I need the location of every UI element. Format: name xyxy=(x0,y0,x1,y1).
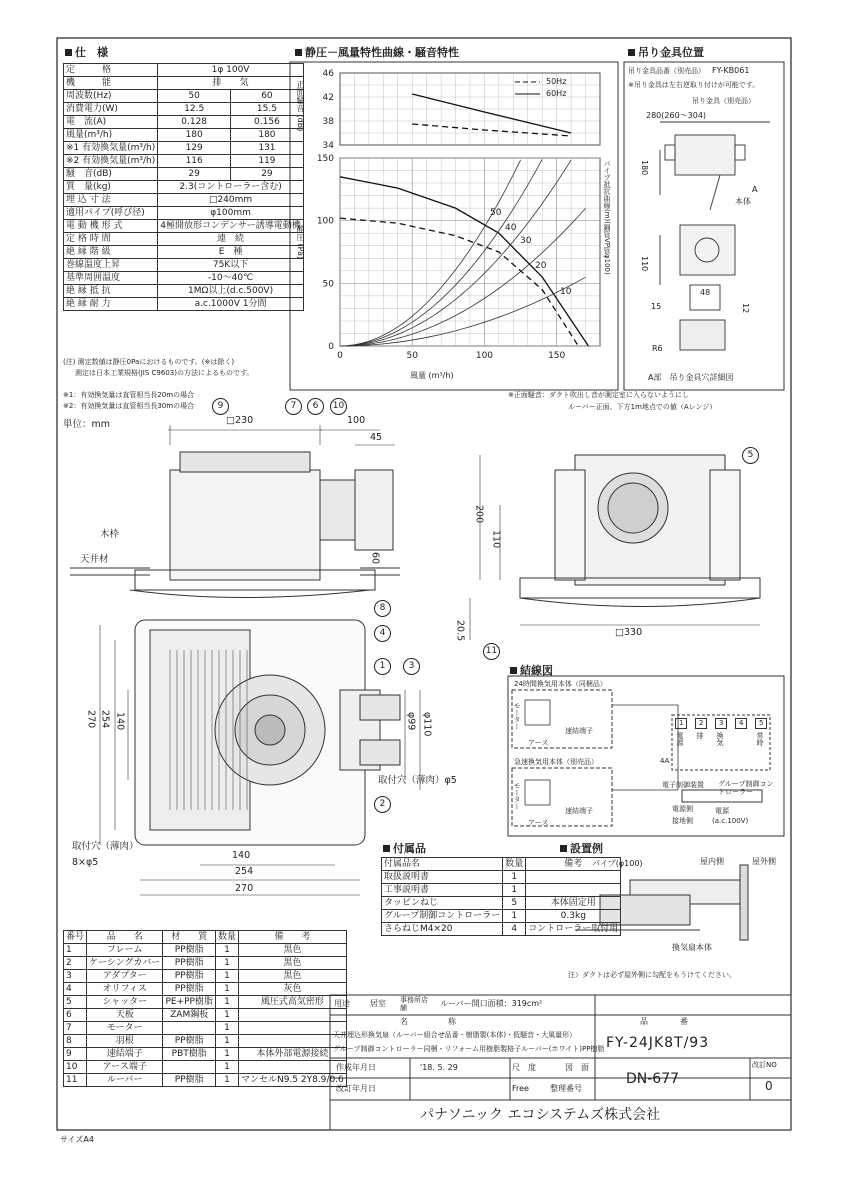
wiring-term-label: 電源 xyxy=(676,732,684,746)
spec-heading: 仕 様 xyxy=(65,44,108,60)
parts-row-cell xyxy=(163,1061,216,1074)
spec-row-cell: 定 格 xyxy=(64,64,158,77)
spec-row-cell: 75K以下 xyxy=(158,259,304,272)
spec-row-cell: 電 動 機 形 式 xyxy=(64,220,158,233)
parts-row-cell: 1 xyxy=(215,1061,238,1074)
pipe-label: 30 xyxy=(520,236,532,246)
callout-9: 9 xyxy=(212,398,229,415)
spec-row xyxy=(64,246,304,259)
hanger-a-mark: A xyxy=(752,185,758,194)
dim-270-v: 270 xyxy=(85,710,97,729)
flow-tick: 0 xyxy=(337,351,343,361)
parts-row-cell: PP樹脂 xyxy=(163,944,216,957)
parts-row-cell: 1 xyxy=(215,957,238,970)
hanger-dim-180: 180 xyxy=(640,160,649,176)
callout-2: 2 xyxy=(374,796,391,813)
parts-row-cell: PP樹脂 xyxy=(163,983,216,996)
flow-axis-label: 風量 (m³/h) xyxy=(410,371,454,380)
spec-row-cell: ※1 有効換気量(m³/h) xyxy=(64,142,158,155)
parts-row-cell: 10 xyxy=(64,1061,87,1074)
parts-head-cell: 番号 xyxy=(64,931,87,944)
wiring-box1-label: 24時間換気用本体（同梱品） xyxy=(514,680,607,688)
use-label: 用途 xyxy=(334,999,350,1008)
spec-row xyxy=(64,64,304,77)
parts-row-cell: PP樹脂 xyxy=(163,1035,216,1048)
mount-hole-2-count: 8×φ5 xyxy=(72,857,99,868)
spec-row-cell: 4極開放形コンデンサー誘導電動機 xyxy=(158,220,304,233)
spec-row-cell: E 種 xyxy=(158,246,304,259)
wiring-power-g: 接地側 xyxy=(672,817,693,825)
made-label: 作成年月日 xyxy=(336,1063,376,1072)
accessory-row-cell: さらねじM4×20 xyxy=(382,923,503,936)
dim-20-5: 20.5 xyxy=(454,620,466,642)
pressure-axis-label: 静圧 (Pa) xyxy=(296,225,305,260)
parts-row-cell: オリフィス xyxy=(87,983,163,996)
code-label: 品 番 xyxy=(640,1017,688,1026)
parts-row-cell: 9 xyxy=(64,1048,87,1061)
accessory-table xyxy=(381,857,621,936)
spec-footnote-1: ※1：有効換気量は直管相当長20mの場合 xyxy=(63,391,195,399)
parts-table xyxy=(63,930,347,1087)
spec-table xyxy=(63,63,304,311)
spec-row-cell: 適用パイプ(呼び径) xyxy=(64,207,158,220)
parts-row xyxy=(64,1074,347,1087)
mount-hole-2-label: 取付穴（薄肉） xyxy=(72,841,139,852)
pipe-axis-label: パイプ抵抗曲線(m)(鋼管VP管φ100) xyxy=(603,160,611,275)
spec-row-cell: 風量(m³/h) xyxy=(64,129,158,142)
parts-row-cell: PE+PP樹脂 xyxy=(163,996,216,1009)
spec-row-cell: 消費電力(W) xyxy=(64,103,158,116)
noise-tick: 42 xyxy=(322,93,334,103)
wiring-terminal-2: 速結端子 xyxy=(565,807,593,815)
accessory-heading: 付属品 xyxy=(383,840,426,856)
parts-row-cell xyxy=(238,1061,346,1074)
spec-row xyxy=(64,298,304,311)
hanger-model: FY-KB061 xyxy=(712,66,750,75)
parts-row xyxy=(64,957,347,970)
spec-row-cell: 基準周囲温度 xyxy=(64,272,158,285)
parts-row-cell: モーター xyxy=(87,1022,163,1035)
dim-phi99: φ99 xyxy=(405,712,417,731)
use-room2: 事務所店舗 xyxy=(400,996,428,1013)
parts-row-cell: 2 xyxy=(64,957,87,970)
dim-140-h: 140 xyxy=(232,850,251,861)
hanger-dim-12: 12 xyxy=(741,303,750,314)
noise-tick: 38 xyxy=(322,117,334,127)
accessory-row-cell: グループ制御コントローラー xyxy=(382,910,503,923)
install-note: 注）ダクトは必ず屋外側に勾配をもうけてください。 xyxy=(568,971,736,979)
dim-254-h: 254 xyxy=(235,866,254,877)
hanger-dim-15: 15 xyxy=(651,302,662,311)
spec-row xyxy=(64,155,304,168)
parts-row xyxy=(64,970,347,983)
spec-row-cell: 連 続 xyxy=(158,233,304,246)
rev-label: 改訂NO xyxy=(752,1061,777,1069)
made-date: '18. 5. 29 xyxy=(420,1063,458,1072)
legend-50hz: 50Hz xyxy=(546,77,567,86)
parts-row xyxy=(64,1009,347,1022)
louver-area: ルーバー開口面積：319cm² xyxy=(440,999,543,1008)
wiring-power: 電源 xyxy=(715,807,729,815)
noise-note-1: ※正面騒音：ダクト吹出し音が測定室に入らないようにし xyxy=(508,391,689,399)
wiring-term-4: 4 xyxy=(735,718,747,729)
wiring-terminal-1: 速結端子 xyxy=(565,727,593,735)
callout-10: 10 xyxy=(330,398,347,415)
parts-row-cell: 5 xyxy=(64,996,87,1009)
spec-row-cell: 絶 縁 耐 力 xyxy=(64,298,158,311)
hanger-heading: 吊り金具位置 xyxy=(628,44,704,60)
flow-tick: 100 xyxy=(475,351,494,361)
callout-7: 7 xyxy=(285,398,302,415)
dim-45: 45 xyxy=(370,432,383,443)
rev-value: 0 xyxy=(765,1079,773,1093)
accessory-head-cell: 備考 xyxy=(526,858,621,871)
parts-row-cell xyxy=(238,1035,346,1048)
hanger-body: 本体 xyxy=(735,197,751,206)
spec-row-cell: 0.128 xyxy=(158,116,231,129)
accessory-head xyxy=(382,858,621,871)
pressure-tick: 150 xyxy=(316,154,334,164)
parts-row-cell: 6 xyxy=(64,1009,87,1022)
accessory-row-cell: 1 xyxy=(503,910,526,923)
product-code: FY-24JK8T/93 xyxy=(606,1035,710,1051)
spec-row-cell: 131 xyxy=(231,142,304,155)
wiring-term-5: 5 xyxy=(755,718,767,729)
spec-row-cell: 1φ 100V xyxy=(158,64,304,77)
spec-row-cell: 60 xyxy=(231,90,304,103)
parts-row-cell: PBT樹脂 xyxy=(163,1048,216,1061)
spec-row-cell: 絶 縁 階 級 xyxy=(64,246,158,259)
parts-row-cell: 天板 xyxy=(87,1009,163,1022)
parts-row-cell: PP樹脂 xyxy=(163,957,216,970)
wiring-term-2: 2 xyxy=(695,718,707,729)
spec-row-cell: 機 能 xyxy=(64,77,158,90)
parts-row xyxy=(64,996,347,1009)
callout-1: 1 xyxy=(374,658,391,675)
wiring-motor-2: モーター xyxy=(513,782,521,810)
noise-tick: 46 xyxy=(322,69,334,79)
pipe-label: 50 xyxy=(490,208,502,218)
callout-8: 8 xyxy=(374,600,391,617)
parts-head-cell: 品 名 xyxy=(87,931,163,944)
noise-axis-label: 正面騒音 (dB) xyxy=(296,80,305,132)
wiring-power-l: 電源側 xyxy=(672,805,693,813)
spec-row xyxy=(64,181,304,194)
parts-row-cell: 8 xyxy=(64,1035,87,1048)
parts-row-cell: 黒色 xyxy=(238,957,346,970)
spec-row-cell: 定 格 時 間 xyxy=(64,233,158,246)
company-name: パナソニック エコシステムズ株式会社 xyxy=(420,1107,661,1123)
accessory-row-cell: 本体固定用 xyxy=(526,897,621,910)
parts-row-cell: 4 xyxy=(64,983,87,996)
flow-tick: 150 xyxy=(548,351,566,361)
hanger-dim-280: 280(260〜304) xyxy=(646,111,707,120)
install-inside: 屋内側 xyxy=(700,857,724,866)
mount-hole-label: 取付穴（薄肉）φ5 xyxy=(378,775,457,786)
accessory-row xyxy=(382,884,621,897)
parts-row-cell: 1 xyxy=(215,944,238,957)
wiring-term-1: 1 xyxy=(675,718,687,729)
parts-row-cell: 黒色 xyxy=(238,970,346,983)
spec-row-cell: 180 xyxy=(158,129,231,142)
spec-row-cell: 29 xyxy=(231,168,304,181)
spec-row-cell: 129 xyxy=(158,142,231,155)
spec-row-cell: 絶 縁 抵 抗 xyxy=(64,285,158,298)
scale-value: Free xyxy=(512,1084,529,1093)
parts-row xyxy=(64,1022,347,1035)
spec-row-cell: 0.156 xyxy=(231,116,304,129)
accessory-row-cell: 5 xyxy=(503,897,526,910)
wiring-power-v: (a.c.100V) xyxy=(712,817,749,825)
hanger-dim-110: 110 xyxy=(640,256,649,272)
parts-row-cell: 1 xyxy=(64,944,87,957)
wiring-earth-2: アース xyxy=(528,819,549,827)
dim-330: □330 xyxy=(615,627,643,638)
wiring-4a: 4A xyxy=(660,757,670,765)
spec-row-cell: 周波数(Hz) xyxy=(64,90,158,103)
parts-head-cell: 備 考 xyxy=(238,931,346,944)
spec-row-cell: φ100mm xyxy=(158,207,304,220)
pipe-label: 40 xyxy=(505,223,517,233)
callout-3: 3 xyxy=(403,658,420,675)
install-heading: 設置例 xyxy=(560,840,603,856)
parts-head-cell: 数量 xyxy=(215,931,238,944)
accessory-row xyxy=(382,923,621,936)
parts-row-cell: 1 xyxy=(215,1009,238,1022)
wiring-earth-1: アース xyxy=(528,739,549,747)
accessory-row xyxy=(382,871,621,884)
parts-row xyxy=(64,1035,347,1048)
spec-row-cell: 騒 音(dB) xyxy=(64,168,158,181)
product-name-1: 天井埋込形換気扇（ルーバー組合せ品番・樹脂製(本体)・低騒音・大風量形） xyxy=(333,1031,577,1039)
parts-row-cell: フレーム xyxy=(87,944,163,957)
spec-note-1: (注) 測定数値は静圧0Paにおけるものです。(※は除く) xyxy=(63,358,235,366)
parts-row-cell: ケーシングカバー xyxy=(87,957,163,970)
spec-row-cell: 1MΩ以上(d.c.500V) xyxy=(158,285,304,298)
accessory-row-cell: コントローラー取付用 xyxy=(526,923,621,936)
ceiling-label: 天井材 xyxy=(80,554,109,565)
spec-row-cell: 排 気 xyxy=(158,77,304,90)
paper-size: サイズA4 xyxy=(60,1135,94,1144)
hanger-model-label: 吊り金具品番（別売品） xyxy=(628,67,705,75)
wiring-term-label: 常時 xyxy=(756,732,764,746)
spec-row-cell: a.c.1000V 1分間 xyxy=(158,298,304,311)
spec-row-cell: 29 xyxy=(158,168,231,181)
dim-110-v: 110 xyxy=(490,530,502,549)
parts-row-cell: 1 xyxy=(215,983,238,996)
product-name-2: グループ制御コントローラー同梱・リフォーム用樹脂製格子ルーバー(ホワイト)PP樹脂 xyxy=(333,1045,605,1053)
spec-row-cell: 50 xyxy=(158,90,231,103)
pressure-tick: 100 xyxy=(316,216,334,227)
accessory-row-cell: 0.3kg xyxy=(526,910,621,923)
parts-row-cell: ルーバー xyxy=(87,1074,163,1087)
fig-label: 図 面 xyxy=(565,1063,589,1072)
wiring-term-3: 3 xyxy=(715,718,727,729)
dim-phi110: φ110 xyxy=(421,712,433,737)
parts-row-cell: 1 xyxy=(215,970,238,983)
pressure-tick: 0 xyxy=(328,342,334,352)
pipe-label: 10 xyxy=(560,287,572,297)
parts-row-cell: 羽根 xyxy=(87,1035,163,1048)
parts-row xyxy=(64,1061,347,1074)
accessory-row-cell: タッピンねじ xyxy=(382,897,503,910)
parts-row-cell: 3 xyxy=(64,970,87,983)
wiring-term-label: 換気 xyxy=(716,732,724,746)
wiring-motor-1: モーター xyxy=(513,702,521,730)
spec-row xyxy=(64,116,304,129)
spec-row-cell: □240mm xyxy=(158,194,304,207)
accessory-row xyxy=(382,910,621,923)
parts-row-cell: マンセルN9.5 2Y8.9/0.6 xyxy=(238,1074,346,1087)
pressure-tick: 50 xyxy=(322,279,334,290)
spec-row-cell: -10〜40℃ xyxy=(158,272,304,285)
spec-row xyxy=(64,272,304,285)
use-room: 居室 xyxy=(370,999,386,1008)
callout-11: 11 xyxy=(483,643,500,660)
spec-row-cell: 15.5 xyxy=(231,103,304,116)
hanger-note: ※吊り金具は左右逆取り付けが可能です。 xyxy=(628,81,760,89)
spec-row-cell: 質 量(kg) xyxy=(64,181,158,194)
accessory-row-cell: 1 xyxy=(503,871,526,884)
parts-row-cell xyxy=(163,1022,216,1035)
wiring-box2-label: 急速換気用本体（別売品） xyxy=(514,758,598,766)
flow-tick: 50 xyxy=(406,351,418,361)
parts-row-cell: 7 xyxy=(64,1022,87,1035)
hanger-dim-48: 48 xyxy=(700,288,711,297)
parts-row-cell: 1 xyxy=(215,1074,238,1087)
legend-60hz: 60Hz xyxy=(546,89,567,98)
install-pipe: パイプ(φ100) xyxy=(592,859,643,868)
dim-270-h: 270 xyxy=(235,883,254,894)
parts-row-cell: アダプター xyxy=(87,970,163,983)
dim-254-v: 254 xyxy=(99,710,111,729)
pipe-label: 20 xyxy=(535,261,547,271)
wood-frame-label: 木枠 xyxy=(100,529,120,540)
dim-200: 200 xyxy=(473,505,485,524)
dim-100: 100 xyxy=(347,415,366,426)
spec-row-cell: 埋 込 寸 法 xyxy=(64,194,158,207)
parts-row-cell: ZAM鋼板 xyxy=(163,1009,216,1022)
parts-row-cell: 1 xyxy=(215,1048,238,1061)
parts-row-cell: PP樹脂 xyxy=(163,1074,216,1087)
parts-row xyxy=(64,983,347,996)
parts-row-cell: 1 xyxy=(215,1035,238,1048)
spec-row-cell: 119 xyxy=(231,155,304,168)
noise-note-2: ルーバー正面、下方1m地点での値（Aレンジ） xyxy=(568,403,717,411)
parts-row-cell xyxy=(238,1022,346,1035)
figure-number: DN-677 xyxy=(626,1071,680,1087)
spec-row-cell: 12.5 xyxy=(158,103,231,116)
accessory-row-cell: 1 xyxy=(503,884,526,897)
parts-row-cell: 本体外部電源接続 xyxy=(238,1048,346,1061)
spec-row xyxy=(64,129,304,142)
scale-label: 尺 度 xyxy=(512,1063,536,1072)
wiring-group: グループ制御コントローラー xyxy=(718,780,774,797)
spec-row xyxy=(64,207,304,220)
parts-row-cell: PP樹脂 xyxy=(163,970,216,983)
accessory-row-cell: 取扱説明書 xyxy=(382,871,503,884)
spec-row-cell: 180 xyxy=(231,129,304,142)
spec-row xyxy=(64,77,304,90)
spec-footnote-2: ※2：有効換気量は直管相当長30mの場合 xyxy=(63,402,195,410)
parts-row xyxy=(64,944,347,957)
wiring-term-label: 排 xyxy=(696,732,704,739)
spec-row-cell: 巻線温度上昇 xyxy=(64,259,158,272)
callout-4: 4 xyxy=(374,625,391,642)
install-outside: 屋外側 xyxy=(752,857,776,866)
spec-row xyxy=(64,194,304,207)
revdate-label: 改訂年月日 xyxy=(336,1084,376,1093)
callout-6: 6 xyxy=(307,398,324,415)
spec-note-2: 測定は日本工業規格(JIS C9603)の方法によるものです。 xyxy=(75,369,254,377)
parts-row-cell: アース端子 xyxy=(87,1061,163,1074)
parts-head xyxy=(64,931,347,944)
accessory-row xyxy=(382,897,621,910)
dim-230: □230 xyxy=(226,415,254,426)
spec-row-cell: 2.3(コントローラー含む) xyxy=(158,181,304,194)
parts-row xyxy=(64,1048,347,1061)
hanger-detail-label: A部 吊り金具穴詳細図 xyxy=(648,373,734,382)
wiring-ctrl: 電子制御装置 xyxy=(662,781,704,789)
spec-row xyxy=(64,103,304,116)
spec-row xyxy=(64,220,304,233)
spec-row xyxy=(64,233,304,246)
wiring-heading: 結線図 xyxy=(510,662,553,678)
callout-5: 5 xyxy=(742,447,759,464)
spec-row xyxy=(64,259,304,272)
dim-60: 60 xyxy=(369,552,381,565)
parts-row-cell: 1 xyxy=(215,996,238,1009)
spec-row xyxy=(64,90,304,103)
spec-row-cell: ※2 有効換気量(m³/h) xyxy=(64,155,158,168)
parts-row-cell: シャッター xyxy=(87,996,163,1009)
spec-row xyxy=(64,142,304,155)
parts-row-cell xyxy=(238,1009,346,1022)
noise-tick: 34 xyxy=(322,141,334,151)
parts-row-cell: 11 xyxy=(64,1074,87,1087)
parts-head-cell: 材 質 xyxy=(163,931,216,944)
spec-row xyxy=(64,168,304,181)
hanger-part-label: 吊り金具（別売品） xyxy=(692,97,755,105)
hanger-r6: R6 xyxy=(652,344,663,353)
curve-heading: 静圧－風量特性曲線・騒音特性 xyxy=(295,44,459,60)
name-label: 名 称 xyxy=(400,1017,456,1026)
dim-140-v: 140 xyxy=(114,712,126,731)
accessory-head-cell: 付属品名 xyxy=(382,858,503,871)
accessory-row-cell: 4 xyxy=(503,923,526,936)
parts-row-cell: 1 xyxy=(215,1022,238,1035)
parts-row-cell: 黒色 xyxy=(238,944,346,957)
install-body: 換気扇本体 xyxy=(672,943,712,952)
accessory-head-cell: 数量 xyxy=(503,858,526,871)
accessory-row-cell xyxy=(526,871,621,884)
spec-row xyxy=(64,285,304,298)
spec-row-cell: 電 流(A) xyxy=(64,116,158,129)
num-label: 整理番号 xyxy=(550,1084,582,1093)
parts-row-cell: 速結端子 xyxy=(87,1048,163,1061)
parts-row-cell: 灰色 xyxy=(238,983,346,996)
parts-row-cell: 風圧式高気密形 xyxy=(238,996,346,1009)
spec-row-cell: 116 xyxy=(158,155,231,168)
unit-label: 単位：mm xyxy=(63,419,111,430)
accessory-row-cell xyxy=(526,884,621,897)
accessory-row-cell: 工事説明書 xyxy=(382,884,503,897)
